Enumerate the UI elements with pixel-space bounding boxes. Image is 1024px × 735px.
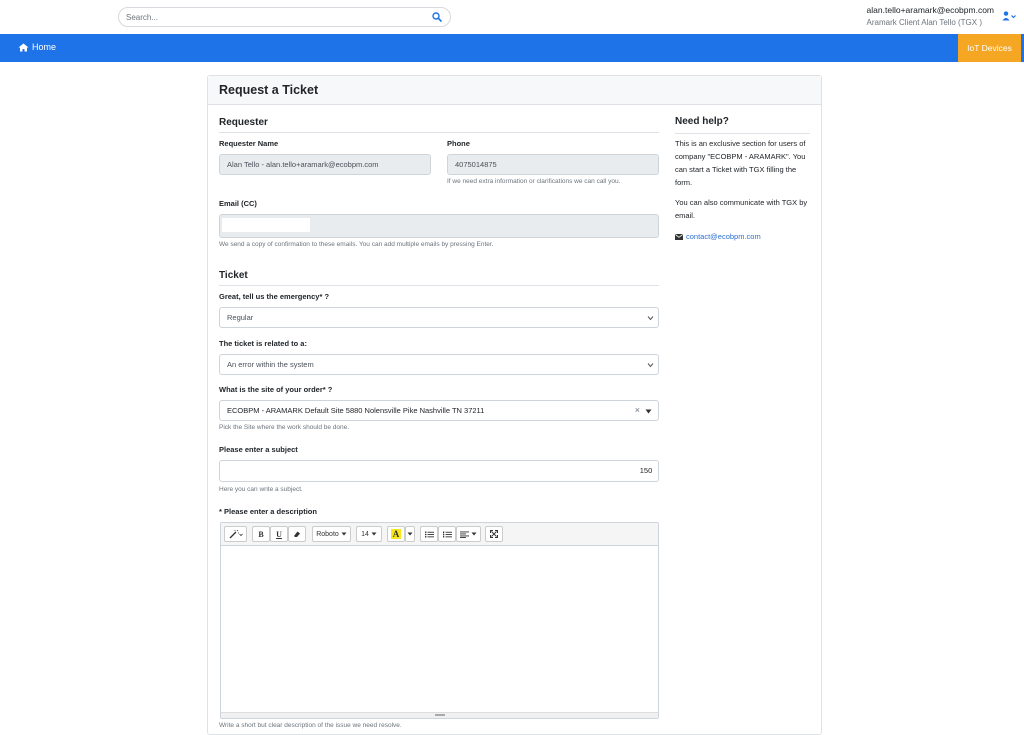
site-label: What is the site of your order* ? [219, 385, 333, 394]
font-family-dropdown[interactable] [312, 526, 351, 542]
caret-down-icon [471, 532, 477, 536]
fullscreen-icon [490, 530, 498, 538]
requester-section-title: Requester [219, 117, 268, 128]
phone-field[interactable]: 4075014875 [447, 154, 659, 175]
contact-email-text: contact@ecobpm.com [686, 232, 761, 241]
email-cc-label: Email (CC) [219, 199, 257, 208]
subject-char-counter: 150 [637, 464, 655, 478]
bold-button[interactable]: B [252, 526, 270, 542]
email-cc-field[interactable] [219, 214, 659, 238]
editor-toolbar [221, 523, 658, 546]
subject-label: Please enter a subject [219, 445, 298, 454]
top-header [0, 0, 1024, 35]
font-family-value: Roboto [316, 530, 339, 538]
site-select[interactable] [219, 400, 659, 421]
ordered-list-icon [443, 531, 452, 538]
caret-down-icon [341, 532, 347, 536]
request-ticket-card [207, 75, 822, 735]
home-icon [18, 43, 29, 52]
help-paragraph-2: You can also communicate with TGX by email. [675, 198, 808, 220]
underline-button[interactable]: U [270, 526, 288, 542]
font-size-dropdown[interactable] [356, 526, 382, 542]
envelope-icon [675, 234, 683, 240]
related-value: An error within the system [227, 360, 314, 369]
phone-help: If we need extra information or clarifications we can call you. [447, 178, 621, 185]
unordered-list-icon [425, 531, 434, 538]
editor-resize-handle[interactable] [221, 712, 658, 718]
caret-down-icon [407, 532, 413, 536]
font-size-value: 14 [361, 530, 369, 538]
caret-down-icon [371, 532, 377, 536]
nav-home-label: Home [32, 42, 57, 52]
style-button[interactable] [224, 526, 247, 542]
related-label: The ticket is related to a: [219, 339, 307, 348]
subject-input[interactable] [219, 460, 659, 482]
emergency-label: Great, tell us the emergency* ? [219, 292, 330, 301]
ticket-section-title: Ticket [219, 270, 248, 281]
page-title: Request a Ticket [208, 76, 821, 105]
emergency-value: Regular [227, 313, 254, 322]
align-icon [460, 531, 469, 538]
email-cc-help: We send a copy of confirmation to these emails. You can add multiple emails by pressing Enter. [219, 241, 494, 248]
site-help: Pick the Site where the work should be done. [219, 424, 350, 431]
phone-label: Phone [447, 139, 470, 148]
search-icon[interactable] [432, 12, 442, 22]
unordered-list-button[interactable] [420, 526, 438, 542]
related-select[interactable] [219, 354, 659, 375]
subject-help: Here you can write a subject. [219, 486, 303, 493]
magic-wand-icon [229, 530, 243, 539]
user-email: alan.tello+aramark@ecobpm.com [866, 5, 994, 15]
search-input[interactable] [126, 11, 426, 24]
ordered-list-button[interactable] [438, 526, 456, 542]
nav-home-link[interactable] [18, 42, 56, 52]
help-paragraph-1: This is an exclusive section for users of company "ECOBPM - ARAMARK". You can start a Ticket with TGX filling the form. [675, 139, 806, 187]
help-title: Need help? [675, 116, 729, 127]
requester-name-label: Requester Name [219, 139, 279, 148]
fullscreen-button[interactable] [485, 526, 503, 542]
emergency-select[interactable] [219, 307, 659, 328]
user-info [867, 5, 994, 29]
chevron-down-icon [647, 315, 654, 321]
user-name: Aramark Client Alan Tello (TGX ) [866, 18, 982, 27]
text-color-button[interactable] [387, 526, 405, 542]
email-cc-input[interactable] [222, 218, 310, 232]
description-editor[interactable] [220, 522, 659, 719]
nav-iot-devices-button[interactable]: IoT Devices [958, 34, 1021, 62]
contact-email-link[interactable] [675, 232, 761, 241]
main-navbar [0, 34, 1024, 62]
requester-divider [219, 132, 659, 133]
resize-grip [435, 714, 445, 716]
help-divider [675, 133, 810, 134]
description-help: Write a short but clear description of the issue we need resolve. [219, 722, 402, 729]
user-icon[interactable] [1002, 11, 1016, 21]
paragraph-align-dropdown[interactable] [456, 526, 481, 542]
text-color-letter: A [392, 529, 400, 539]
eraser-icon [293, 530, 301, 538]
description-label: * Please enter a description [219, 507, 317, 516]
search-box[interactable] [118, 7, 451, 27]
site-clear-button[interactable]: × [634, 405, 640, 415]
text-color-dropdown[interactable] [405, 526, 415, 542]
editor-content-area[interactable] [221, 546, 658, 712]
ticket-divider [219, 285, 659, 286]
chevron-down-icon [647, 362, 654, 368]
site-value: ECOBPM - ARAMARK Default Site 5880 Nolensville Pike Nashville TN 37211 [227, 406, 485, 415]
requester-name-field: Alan Tello - alan.tello+aramark@ecobpm.com [219, 154, 431, 175]
caret-down-icon[interactable] [645, 409, 652, 414]
clear-format-button[interactable] [288, 526, 306, 542]
